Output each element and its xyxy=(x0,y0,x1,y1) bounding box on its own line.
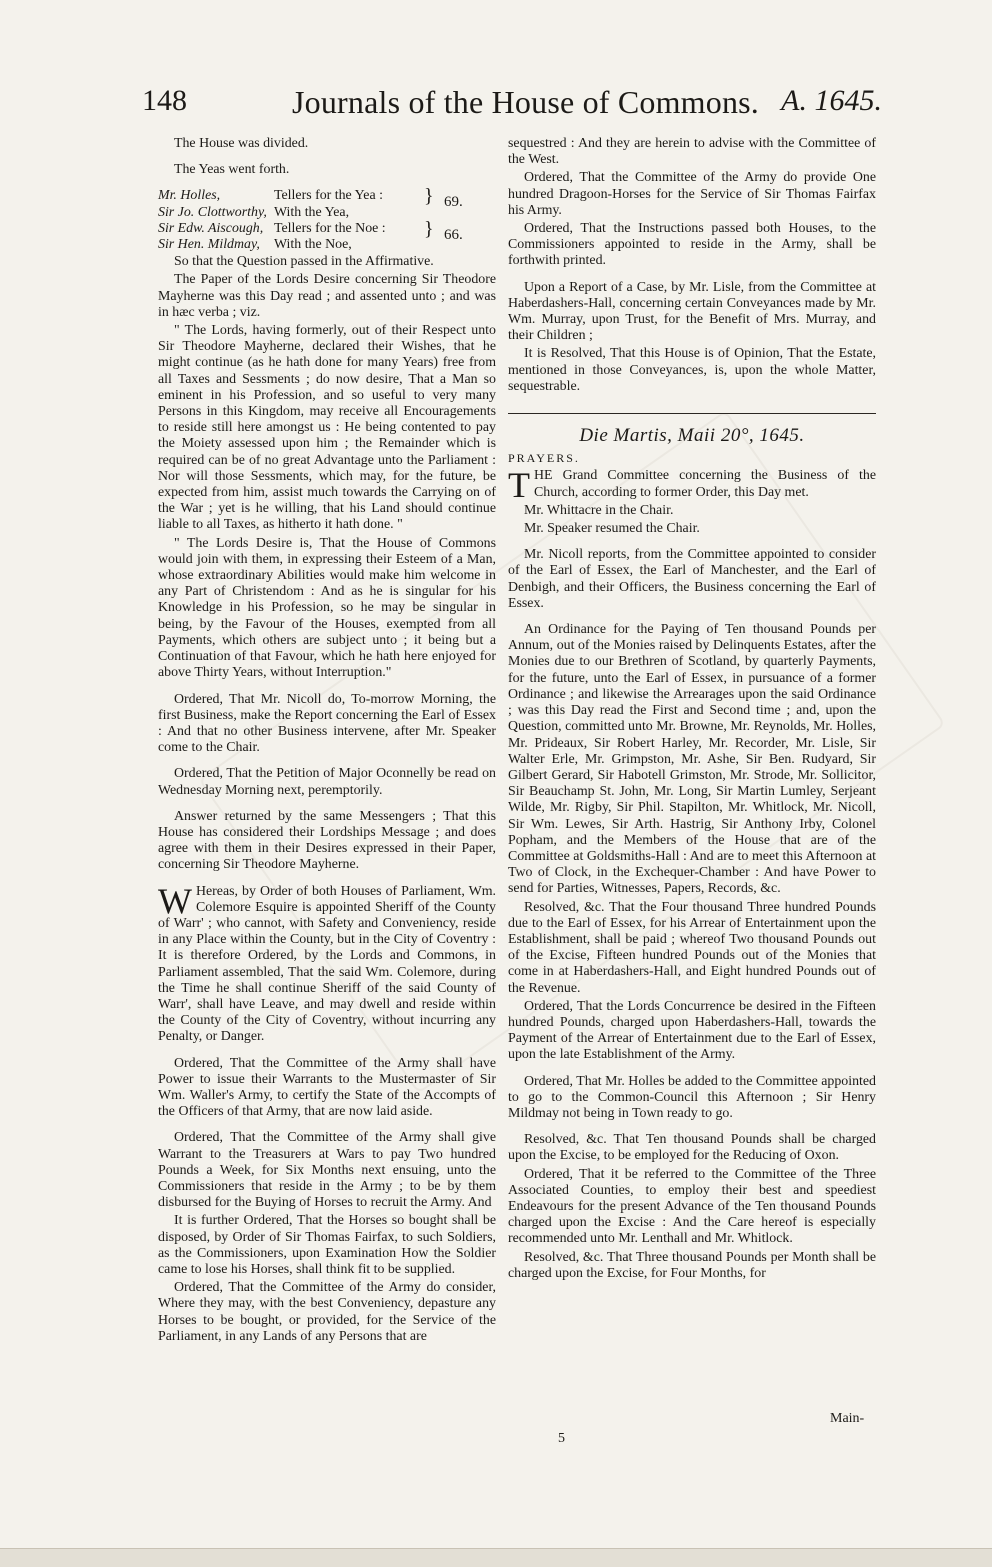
teller-row xyxy=(158,221,496,237)
header-year: A. 1645. xyxy=(781,84,882,117)
answer-paragraph: Answer returned by the same Messengers ; That this House has considered their Lordships Message ; and does agree with them in their Desires expressed in their Paper, concerning Sir Theodore Mayherne. xyxy=(158,808,496,873)
catchword: Main- xyxy=(830,1411,865,1426)
division-open: The House was divided. xyxy=(174,136,309,151)
paragraph: sequestred : And they are herein to advise with the Committee of the West. xyxy=(508,136,876,168)
page-bottom-edge xyxy=(0,1548,992,1567)
teller-name: Sir Jo. Clottworthy, xyxy=(158,204,267,220)
journal-title: Journals of the House of Commons. xyxy=(292,84,760,120)
prayers-label: PRAYERS. xyxy=(508,451,580,466)
order-paragraph: Ordered, That the Committee of the Army do consider, Where they may, with the best Conveniency, depasture any Horses to be bought, or provided, for the Service of the Parliament, in any Lands of any Persons that are xyxy=(158,1280,496,1344)
right-column xyxy=(508,136,876,1284)
chair-line: Mr. Whittacre in the Chair. xyxy=(524,502,674,518)
report-paragraph: Upon a Report of a Case, by Mr. Lisle, from the Committee at Haberdashers-Hall, concerning certain Conveyances made by Mr. Wm. Murray, upon Trust, for the Benefit of Mrs. Murray, and their Children ; xyxy=(508,279,876,344)
order-paragraph: Ordered, That it be referred to the Committee of the Three Associated Counties, to employ their best and speediest Endeavours for the present Advance of the Ten thousand Pounds charged upon the Excise : And the Care hereof is especially recommended unto Mr. Lenthall and Mr. Whitlock. xyxy=(508,1166,876,1247)
yeas-forth: The Yeas went forth. xyxy=(174,162,290,178)
teller-role: Tellers for the Yea : xyxy=(274,188,383,204)
resolution-paragraph: Resolved, &c. That Three thousand Pounds per Month shall be charged upon the Excise, for Four Months, for xyxy=(508,1249,876,1281)
drop-cap: W xyxy=(158,880,192,921)
ordinance-paragraph: An Ordinance for the Paying of Ten thousand Pounds per Annum, out of the Monies raised by Delinquents Estates, after the Monies due to our Brethren of Scotland, by quarterly Payments, for the future, unto the Earl of Essex, in pursuance of a former Ordinance ; and likewise the Arrearages upon the said Ordinance ; was this Day read the First and Second time ; and, upon the Question, committed unto Mr. Browne, Mr. Reynolds, Mr. Holles, Mr. Prideaux, Sir Robert Harley, Mr. Recorder, Mr. Lisle, Sir Walter Erle, Mr. Grimpston, Mr. Ashe, Sir Ben. Rudyard, Sir Gilbert Gerard, Sir Habotell Grimston, Mr. Strode, Mr. Sollicitor, Sir Beauchamp St. John, Mr. Long, Sir Martin Lumley, Serjeant Wilde, Mr. Rigby, Sir Phil. Stapilton, Mr. Whitlock, Mr. Nicoll, Sir Wm. Lewes, Sir Arth. Hastrig, Sir Anthony Irby, Colonel Popham, and the Members of the House that are of the Committee at Goldsmiths-Hall : And are to meet this Afternoon at Two of Clock, in the Exchequer-Chamber : And have Power to send for Parties, Witnesses, Papers, Records, &c. xyxy=(508,622,876,897)
whereas-text: Hereas, by Order of both Houses of Parliament, Wm. Colemore Esquire is appointed Sheriff of the County of Warr' ; who cannot, with Safety and Conveniency, reside in any Place within the County, but in the City of Coventry : It is therefore Ordered, by the Lords and Commons, in Parliament assembled, That the said Wm. Colemore, during the Time he shall continue Sheriff of the said County of Warr', shall have Leave, and may dwell and reside within the County of the City of Coventry, without incurring any Penalty, or Danger. xyxy=(158,883,496,1045)
order-paragraph: Ordered, That the Petition of Major Oconnelly be read on Wednesday Morning next, peremptorily. xyxy=(158,766,496,798)
order-paragraph: Ordered, That the Lords Concurrence be desired in the Fifteen hundred Pounds, charged upon Haberdashers-Hall, towards the Payment of the Arrear of Entertainment due to the Earl of Essex, upon the late Establishment of the Army. xyxy=(508,998,876,1063)
resolution-paragraph: Resolved, &c. That the Four thousand Three hundred Pounds due to the Earl of Essex, for his Arrear of Entertainment upon the Establishment, shall be paid ; whereof Two thousand Pounds out of the Excise, Fifteen hundred Pounds out of the Monies that come in at Haberdashers-Hall, and Eight hundred Pounds out of the Revenue. xyxy=(508,899,876,996)
committee-paragraph xyxy=(508,465,876,506)
lords-paper-quote: " The Lords Desire is, That the House of Commons would join with them, in expressing their Esteem of a Man, whose extraordinary Abilities would make him welcome in any Part of Christendom : And as he is singular for his Knowledge in his Profession, so he may be singular in being, by the Favour of the Houses, exempted from all Payments, which others are subject unto ; it being but a Continuation of that Favour, which he hath here enjoyed for above Thirty Years, without Interruption." xyxy=(158,535,496,681)
date-heading: Die Martis, Maii 20°, 1645. xyxy=(579,425,805,447)
section-divider xyxy=(508,413,876,414)
teller-role: With the Noe, xyxy=(274,237,352,253)
order-paragraph: Ordered, That the Committee of the Army shall have Power to issue their Warrants to the Mustermaster of Sir Wm. Waller's Army, to certify the State of the Accompts of the Officers of that Army, that are now laid aside. xyxy=(158,1055,496,1120)
paragraph: The Paper of the Lords Desire concerning Sir Theodore Mayherne was this Day read ; and assented unto ; and was in hæc verba ; viz. xyxy=(158,272,496,320)
teller-name: Mr. Holles, xyxy=(158,188,221,204)
resolution-paragraph: It is Resolved, That this House is of Opinion, That the Estate, mentioned in those Conveyances, is, upon the whole Matter, sequestrable. xyxy=(508,346,876,394)
resolution-paragraph: Resolved, &c. That Ten thousand Pounds shall be charged upon the Excise, to be employed for the Reducing of Oxon. xyxy=(508,1132,876,1164)
order-paragraph: It is further Ordered, That the Horses so bought shall be disposed, by Order of Sir Thomas Fairfax, to such Soldiers, as the Commissioners, upon Examination How the Soldier came to lose his Horses, shall think fit to be supplied. xyxy=(158,1213,496,1277)
teller-name: Sir Hen. Mildmay, xyxy=(158,237,260,253)
signature-mark: 5 xyxy=(558,1431,565,1446)
order-paragraph: Ordered, That the Committee of the Army shall give Warrant to the Treasurers at Wars to pay Two hundred Pounds a Week, for Six Months next ensuing, unto the Commissioners that reside in the Army ; to be by them disbursed for the Buying of Horses to recruit the Army. And xyxy=(158,1130,496,1211)
vote-count-yea: 69. xyxy=(444,194,463,211)
teller-row xyxy=(158,188,496,204)
tellers-table xyxy=(158,185,496,253)
committee-text: HE Grand Committee concerning the Business of the Church, according to former Order, this Day met. xyxy=(534,468,876,500)
brace-icon: } xyxy=(424,185,434,208)
teller-role: With the Yea, xyxy=(274,204,350,220)
order-paragraph: Ordered, That the Instructions passed both Houses, to the Commissioners appointed to reside in the Army, shall be forthwith printed. xyxy=(508,221,876,269)
order-paragraph: Ordered, That Mr. Holles be added to the Committee appointed to go to the Common-Council this Afternoon ; Sir Henry Mildmay not being in Town ready to go. xyxy=(508,1073,876,1121)
whereas-paragraph xyxy=(158,880,496,1046)
page-header xyxy=(142,84,882,128)
order-paragraph: Ordered, That the Committee of the Army do provide One hundred Dragoon-Horses for the Service of Sir Thomas Fairfax his Army. xyxy=(508,170,876,218)
order-paragraph: Ordered, That Mr. Nicoll do, To-morrow Morning, the first Business, make the Report concerning the Earl of Essex : And that no other Business intervene, after Mr. Speaker come to the Chair. xyxy=(158,691,496,756)
brace-icon: } xyxy=(424,217,434,240)
division-result: So that the Question passed in the Affirmative. xyxy=(174,254,434,270)
vote-count-noe: 66. xyxy=(444,226,463,243)
report-paragraph: Mr. Nicoll reports, from the Committee appointed to consider of the Earl of Essex, the Earl of Manchester, and the Earl of Denbigh, and their Officers, the Business concerning the Earl of Essex. xyxy=(508,547,876,611)
left-column xyxy=(158,136,496,1347)
page-number: 148 xyxy=(142,84,187,117)
teller-role: Tellers for the Noe : xyxy=(274,220,386,236)
teller-name: Sir Edw. Aiscough, xyxy=(158,220,264,236)
chair-line: Mr. Speaker resumed the Chair. xyxy=(524,521,700,537)
drop-cap: T xyxy=(508,465,530,506)
lords-paper-quote: " The Lords, having formerly, out of their Respect unto Sir Theodore Mayherne, declared their Wishes, that he might continue (as he hath done for many Years) free from all Taxes and Sessments ; do now desire, That a Man so eminent in his Profession, and so useful to very many Persons in this Kingdom, may receive all Encouragements to reside still here amongst us : He being contented to pay the Moiety assessed upon him ; the Remainder which is required can be of no great Advantage unto the Parliament : Nor will those Sessments, which may, for the future, be expected from him, assist much towards the Carrying on of the War ; yet is he willing, that his Land should continue liable to all Taxes, as hitherto it hath done. " xyxy=(158,323,496,533)
